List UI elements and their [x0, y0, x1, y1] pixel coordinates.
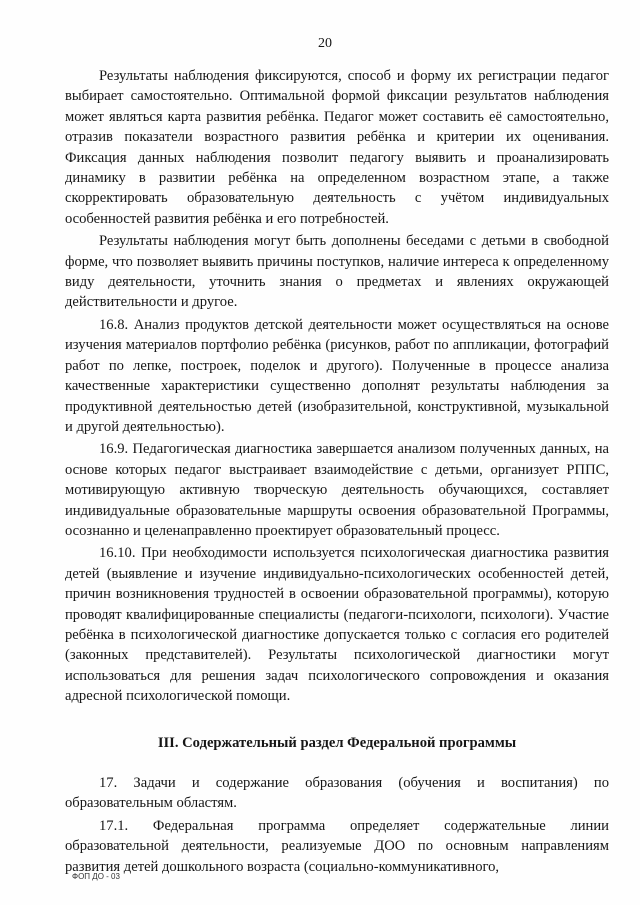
paragraph-16-10: 16.10. При необходимости используется психологическая диагностика развития детей (выявление и изучение индивидуально-психологических особенностей детей, причин возникновения трудностей в освоении образовательной программы), которую проводят квалифицированные специалисты (педагоги-психологи, психологи). Участие ребёнка в психологической диагностике допускается только с согласия его родителей (законных представителей). Результаты психологической диагностики могут использоваться для решения задач психологического сопровождения и оказания адресной психологической помощи. — [65, 545, 609, 705]
paragraph-17-1: 17.1. Федеральная программа определяет содержательные линии образовательной деятельности, реализуемые ДОО по основным направлениям развития детей дошкольного возраста (социально-коммуникативного, — [65, 817, 609, 875]
footer-code: ФОП ДО - 03 — [72, 872, 120, 881]
paragraph-observation-results: Результаты наблюдения фиксируются, способ и форму их регистрации педагог выбирает самостоятельно. Оптимальной формой фиксации результатов наблюдения может являться карта развития ребёнка. Педагог может составить её самостоятельно, отразив показатели возрастного развития ребёнка и критерии их оценивания. Фиксация данных наблюдения позволит педагогу выявить и проанализировать динамику в развитии ребёнка на определенном возрастном этапе, а также скорректировать образовательную деятельность с учётом индивидуальных особенностей развития ребёнка и его потребностей. — [65, 68, 609, 227]
section-heading: III. Содержательный раздел Федеральной программы — [157, 734, 517, 751]
paragraph-17: 17. Задачи и содержание образования (обучения и воспитания) по образовательным областям. — [65, 775, 609, 812]
page-number: 20 — [318, 36, 332, 51]
paragraph-16-9: 16.9. Педагогическая диагностика завершается анализом полученных данных, на основе которых педагог выстраивает взаимодействие с детьми, организует РППС, мотивирующую активную творческую деятельность обучающихся, составляет индивидуальные образовательные маршруты освоения образовательной Программы, осознанно и целенаправленно проектирует образовательный процесс. — [65, 441, 609, 539]
paragraph-observation-conversations: Результаты наблюдения могут быть дополнены беседами с детьми в свободной форме, что позволяет выявить причины поступков, наличие интереса к определенному виду деятельности, уточнить знания о предметах и явлениях окружающей действительности и другое. — [65, 233, 609, 311]
paragraph-16-8: 16.8. Анализ продуктов детской деятельности может осуществляться на основе изучения материалов портфолио ребёнка (рисунков, работ по аппликации, фотографий работ по лепке, построек, поделок и другого). Полученные в процессе анализа качественные характеристики существенно дополнят результаты наблюдения за продуктивной деятельностью детей (изобразительной, конструктивной, музыкальной и другой деятельностью). — [65, 316, 609, 435]
document-body — [65, 66, 609, 877]
